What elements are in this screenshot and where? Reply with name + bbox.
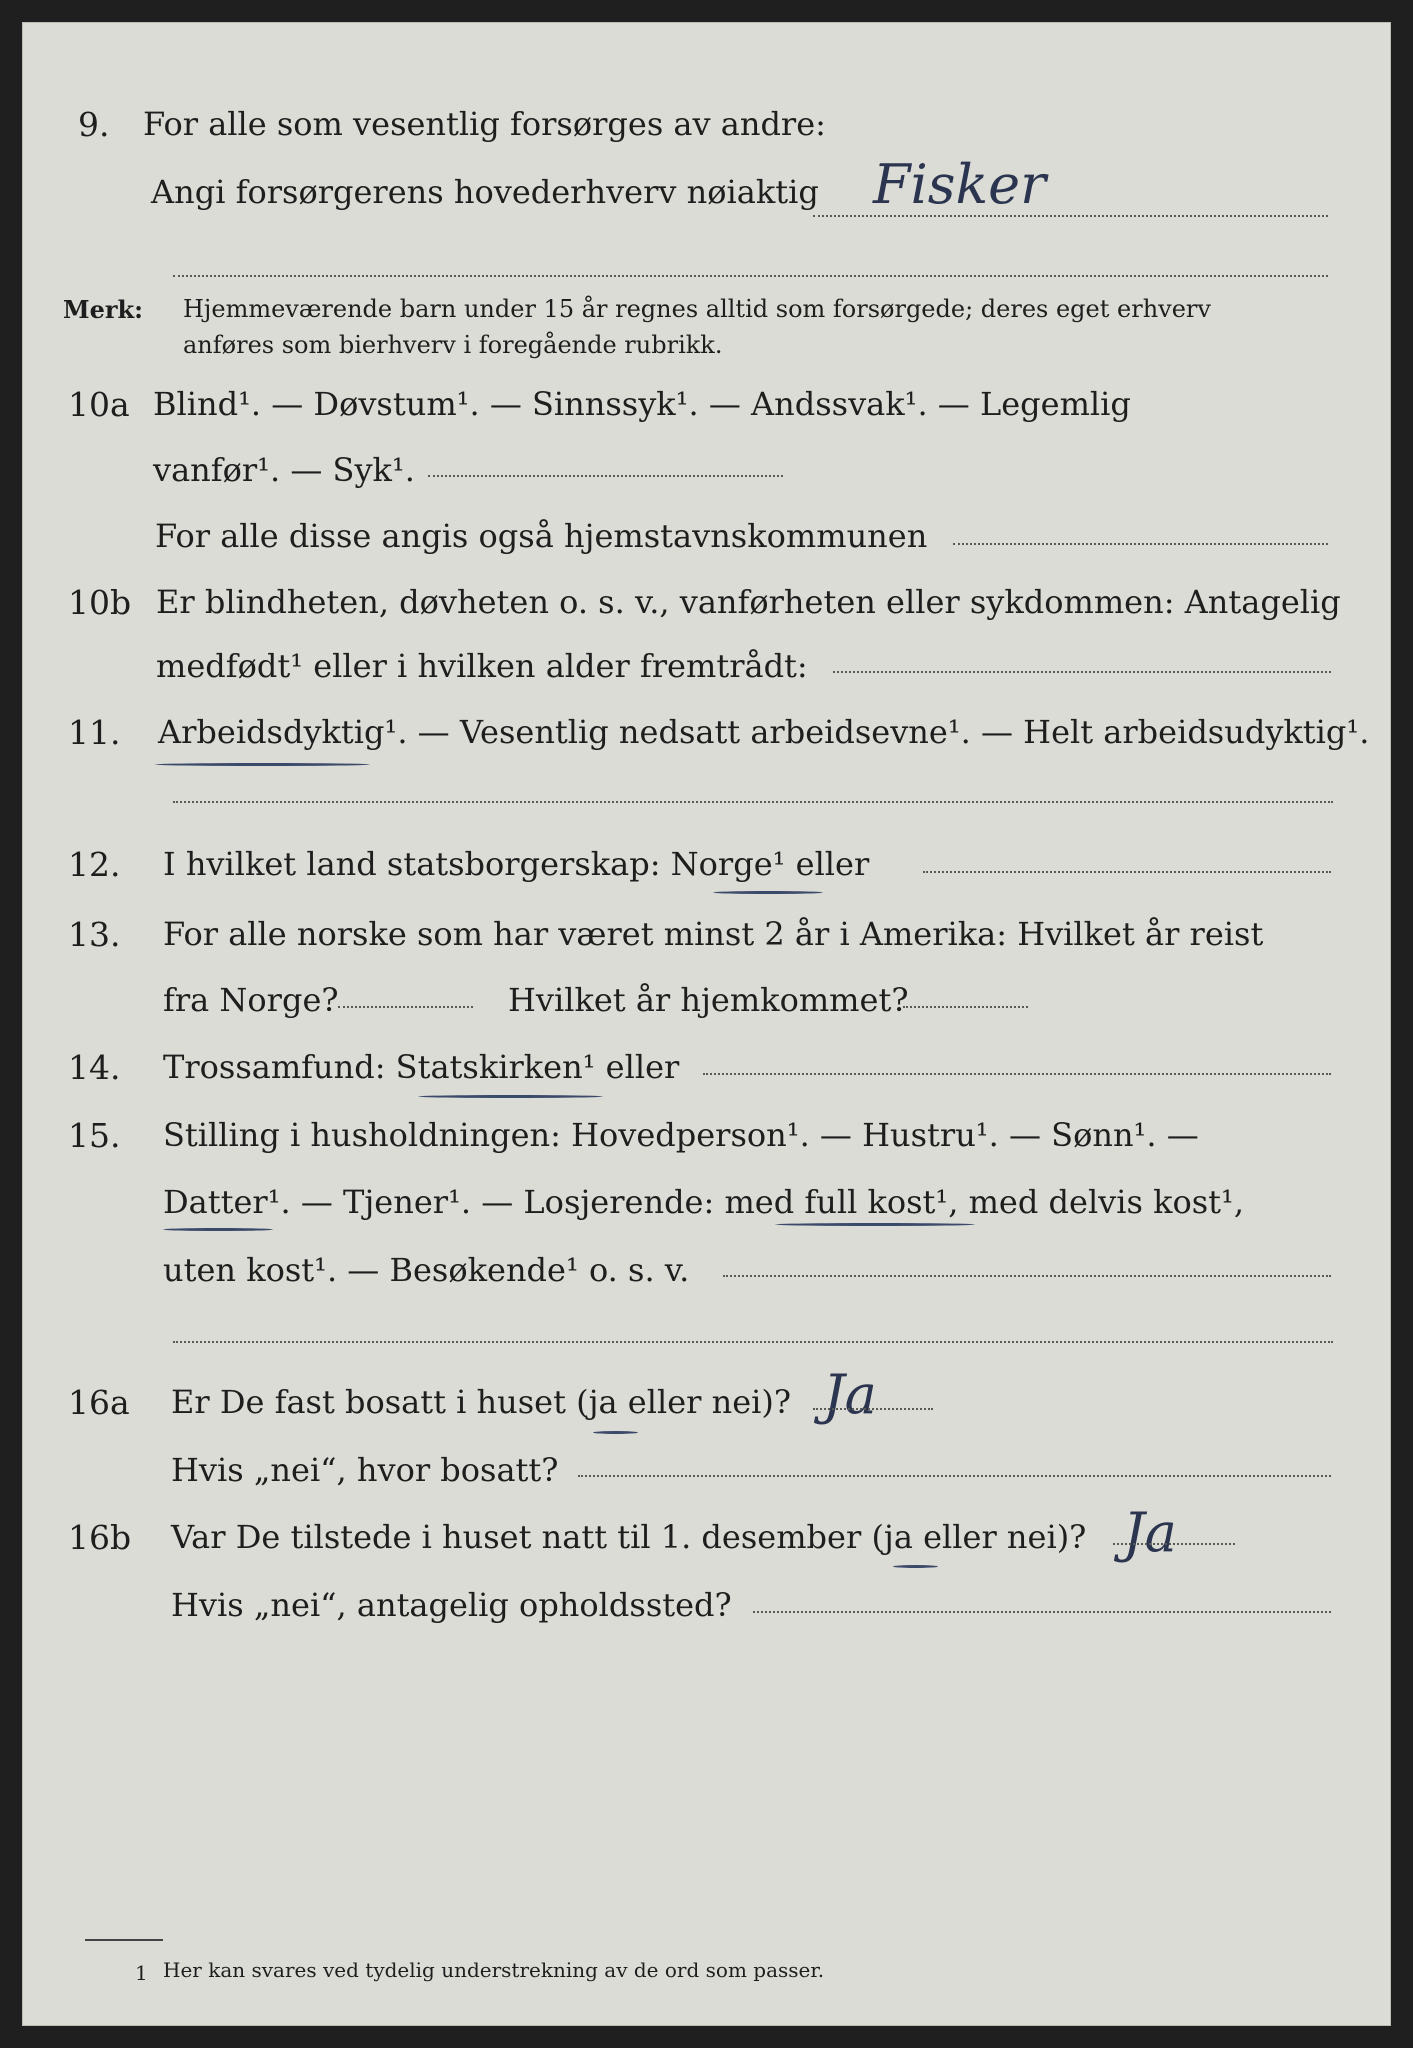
q16b-line-1: Var De tilstede i huset natt til 1. desember (ja eller nei)?: [171, 1518, 1087, 1556]
q15-number: 15.: [68, 1116, 121, 1155]
q10a-line-3: For alle disse angis også hjemstavnskommunen: [155, 517, 928, 555]
q11-line-1: Arbeidsdyktig¹. — Vesentlig nedsatt arbeidsevne¹. — Helt arbeidsudyktig¹.: [158, 713, 1370, 751]
q15-line-1: Stilling i husholdningen: Hovedperson¹. — Hustru¹. — Sønn¹. —: [163, 1116, 1199, 1154]
q10b-line-1: Er blindheten, døvheten o. s. v., vanførheten eller sykdommen: Antagelig: [156, 583, 1341, 621]
footnote-text: Her kan svares ved tydelig understrekning av de ord som passer.: [163, 1958, 825, 1982]
q9-question: For alle som vesentlig forsørges av andre:: [143, 105, 826, 143]
q12-number: 12.: [68, 845, 121, 884]
q16a-answer-line[interactable]: [813, 1408, 933, 1410]
q13-reist-line[interactable]: [338, 1006, 473, 1008]
q15-underline-full-kost: [775, 1223, 975, 1226]
q16a-handwritten-answer: Ja: [823, 1363, 877, 1426]
q12-line-1: I hvilket land statsborgerskap: Norge¹ eller: [163, 845, 870, 883]
q9-handwritten-answer: Fisker: [873, 153, 1046, 216]
footnote-divider: [85, 1939, 163, 1941]
q11-extra-line[interactable]: [173, 801, 1333, 803]
q16b-opholdssted-line[interactable]: [753, 1611, 1331, 1613]
q10b-number: 10b: [68, 583, 132, 622]
q13-line-1: For alle norske som har været minst 2 år i Amerika: Hvilket år reist: [163, 915, 1264, 953]
q16a-underline-ja: [593, 1431, 638, 1434]
q10a-number: 10a: [68, 385, 130, 424]
q16b-handwritten-answer: Ja: [1123, 1501, 1177, 1564]
q12-underline-norge: [713, 891, 823, 894]
census-form-page: [22, 22, 1391, 2026]
q16b-answer-line[interactable]: [1113, 1543, 1235, 1545]
q14-answer-line[interactable]: [703, 1073, 1331, 1075]
q16a-number: 16a: [68, 1383, 130, 1422]
q16b-number: 16b: [68, 1518, 132, 1557]
q13-line-2b: Hvilket år hjemkommet?: [508, 981, 909, 1019]
q15-extra-line[interactable]: [173, 1341, 1333, 1343]
q10a-line-2: vanfør¹. — Syk¹.: [153, 451, 415, 489]
q10b-answer-line[interactable]: [833, 671, 1331, 673]
q15-answer-line[interactable]: [723, 1275, 1331, 1277]
q10a-syk-line[interactable]: [428, 475, 783, 477]
q13-hjemkommet-line[interactable]: [903, 1006, 1028, 1008]
q16a-bosatt-line[interactable]: [578, 1475, 1331, 1477]
q9-extra-line[interactable]: [173, 275, 1328, 277]
q13-number: 13.: [68, 915, 121, 954]
q15-underline-datter: [163, 1228, 273, 1231]
q10b-line-2: medfødt¹ eller i hvilken alder fremtrådt:: [156, 647, 808, 685]
q9-label: Angi forsørgerens hovederhverv nøiaktig: [151, 173, 819, 211]
q10a-line-1: Blind¹. — Døvstum¹. — Sinnssyk¹. — Andssvak¹. — Legemlig: [153, 385, 1131, 423]
merk-label: Merk:: [63, 295, 143, 324]
q14-underline-statskirken: [418, 1095, 603, 1098]
q12-answer-line[interactable]: [923, 871, 1331, 873]
footnote-mark: 1: [135, 1961, 148, 1985]
q14-number: 14.: [68, 1048, 121, 1087]
q10a-kommune-line[interactable]: [953, 543, 1328, 545]
q16b-line-2: Hvis „nei“, antagelig opholdssted?: [171, 1586, 732, 1624]
q11-number: 11.: [68, 713, 121, 752]
q13-line-2a: fra Norge?: [163, 981, 339, 1019]
q9-number: 9.: [78, 105, 110, 144]
q16a-line-2: Hvis „nei“, hvor bosatt?: [171, 1451, 559, 1489]
q14-line-1: Trossamfund: Statskirken¹ eller: [163, 1048, 680, 1086]
q15-line-3: uten kost¹. — Besøkende¹ o. s. v.: [163, 1251, 690, 1289]
q15-line-2: Datter¹. — Tjener¹. — Losjerende: med full kost¹, med delvis kost¹,: [163, 1183, 1245, 1221]
q16a-line-1: Er De fast bosatt i huset (ja eller nei)?: [171, 1383, 792, 1421]
merk-line-2: anføres som bierhverv i foregående rubrikk.: [183, 331, 723, 359]
q11-underline-arbeidsdyktig: [155, 763, 370, 766]
merk-line-1: Hjemmeværende barn under 15 år regnes alltid som forsørgede; deres eget erhverv: [183, 295, 1211, 323]
q16b-underline-ja: [893, 1565, 938, 1568]
